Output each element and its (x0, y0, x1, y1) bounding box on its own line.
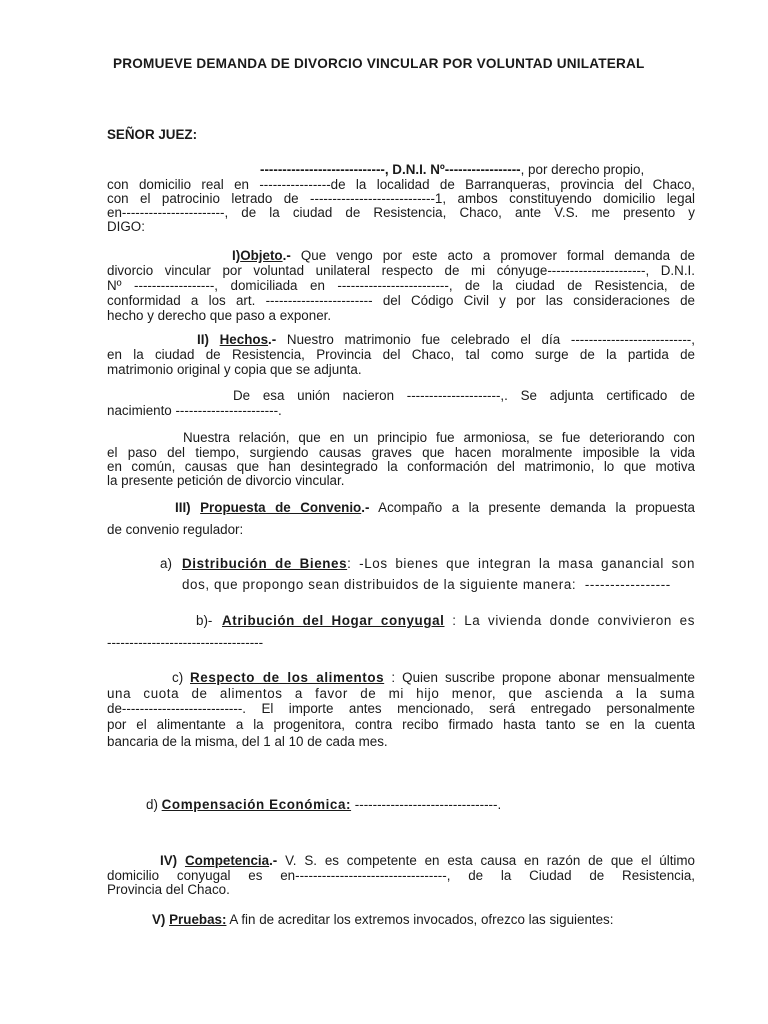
section-separator: .- (361, 500, 370, 515)
section-heading-line (175, 500, 695, 515)
section-separator: .- (269, 853, 278, 868)
section-heading: Competencia (184, 853, 270, 868)
section-heading: Hechos (219, 332, 269, 347)
section-number: II) (197, 332, 209, 347)
intro-line (260, 162, 644, 177)
item-label: a) (160, 556, 172, 571)
item-line-rest: --------------------------------. (351, 797, 502, 812)
section-line: Nuestra relación, que en un principio fue armoniosa, se fue deteriorando con (183, 430, 695, 445)
intro-blank-fields: ----------------------------, D.N.I. Nº----------------- (260, 162, 521, 177)
section-line-rest: Que vengo por este acto a promover formal demanda de (290, 248, 695, 263)
section-line: en común, causas que han desintegrado la conformación del matrimonio, lo que motiva (107, 459, 695, 474)
intro-line: DIGO: (107, 219, 145, 234)
section-number: V) (152, 912, 166, 927)
item-label: c) (172, 670, 184, 685)
item-heading: Compensación Económica: (161, 797, 352, 812)
section-line: de convenio regulador: (107, 522, 244, 537)
item-label: d) (146, 797, 158, 812)
section-number: III) (175, 500, 191, 515)
section-heading-line (232, 248, 695, 263)
item-line (222, 613, 695, 628)
section-line: el paso del tiempo, surgiendo causas graves que hacen moralmente imposible la vida (107, 445, 695, 460)
item-line: de---------------------------. El importe antes mencionado, será entregado personalmente (107, 701, 695, 716)
section-line-rest: V. S. es competente en esta causa en razón de que el último (277, 853, 695, 868)
section-line: Nº ------------------, domiciliada en -------------------------, de la ciudad de Resistencia, de (107, 278, 695, 293)
section-line: la presente petición de divorcio vincular. (107, 473, 345, 488)
item-label: b)- (196, 613, 213, 628)
section-heading: Pruebas: (169, 912, 227, 927)
item-line: dos, que propongo sean distribuidos de la siguiente manera: ----------------- (182, 577, 671, 592)
intro-line: con el patrocinio letrado de ----------------------------1, ambos constituyendo domicilio legal (107, 191, 695, 206)
section-number: IV) (160, 853, 178, 868)
intro-line: con domicilio real en ----------------de la localidad de Barranqueras, provincia del Chaco, (107, 177, 695, 192)
item-line (190, 670, 695, 685)
section-line: matrimonio original y copia que se adjunta. (107, 362, 362, 377)
section-line-rest: Nuestro matrimonio fue celebrado el día ---------------------------, (276, 332, 695, 347)
document-title: PROMUEVE DEMANDA DE DIVORCIO VINCULAR POR VOLUNTAD UNILATERAL (113, 56, 645, 71)
section-line: conformidad a los art. ------------------------ del Código Civil y por las consideraciones de (107, 293, 695, 308)
intro-line-rest: , por derecho propio, (520, 162, 645, 177)
item-line (146, 797, 501, 812)
section-heading: Objeto (240, 248, 283, 263)
item-line-rest: : La vivienda donde convivieron es (444, 613, 695, 628)
section-line: en la ciudad de Resistencia, Provincia del Chaco, tal como surge de la partida de (107, 347, 695, 362)
section-separator: .- (282, 248, 291, 263)
section-number: I) (232, 248, 241, 263)
section-heading: Propuesta de Convenio (200, 500, 362, 515)
section-heading-line (152, 912, 613, 927)
section-line-rest: Acompaño a la presente demanda la propuesta (369, 500, 695, 515)
section-heading-line (197, 332, 695, 347)
item-line: ----------------------------------- (107, 635, 264, 650)
section-line: divorcio vincular por voluntad unilateral respecto de mi cónyuge----------------------, D.N.I. (107, 263, 695, 278)
item-heading: Atribución del Hogar conyugal (222, 613, 445, 628)
item-line-rest: : Quien suscribe propone abonar mensualmente (384, 670, 696, 685)
section-line: De esa unión nacieron ---------------------,. Se adjunta certificado de (233, 388, 695, 403)
item-line (182, 556, 695, 571)
item-line-rest: : -Los bienes que integran la masa ganancial son (347, 556, 696, 571)
section-line: domicilio conyugal es en----------------------------------, de la Ciudad de Resistencia, (107, 868, 695, 883)
item-line: por el alimentante a la progenitora, contra recibo firmado hasta tanto se en la cuenta (107, 717, 695, 732)
section-line-rest: A fin de acreditar los extremos invocados, ofrezco las siguientes: (226, 912, 614, 927)
salutation: SEÑOR JUEZ: (107, 127, 198, 142)
item-heading: Respecto de los alimentos (190, 670, 385, 685)
section-line: Provincia del Chaco. (107, 882, 230, 897)
intro-line: en-----------------------, de la ciudad de Resistencia, Chaco, ante V.S. me presento y (107, 205, 695, 220)
section-separator: .- (268, 332, 277, 347)
section-heading-line (160, 853, 695, 868)
item-line: una cuota de alimentos a favor de mi hijo menor, que ascienda a la suma (107, 686, 695, 701)
section-line: nacimiento -----------------------. (107, 403, 282, 418)
item-heading: Distribución de Bienes (182, 556, 348, 571)
item-line: bancaria de la misma, del 1 al 10 de cada mes. (107, 734, 388, 749)
section-line: hecho y derecho que paso a exponer. (107, 308, 332, 323)
